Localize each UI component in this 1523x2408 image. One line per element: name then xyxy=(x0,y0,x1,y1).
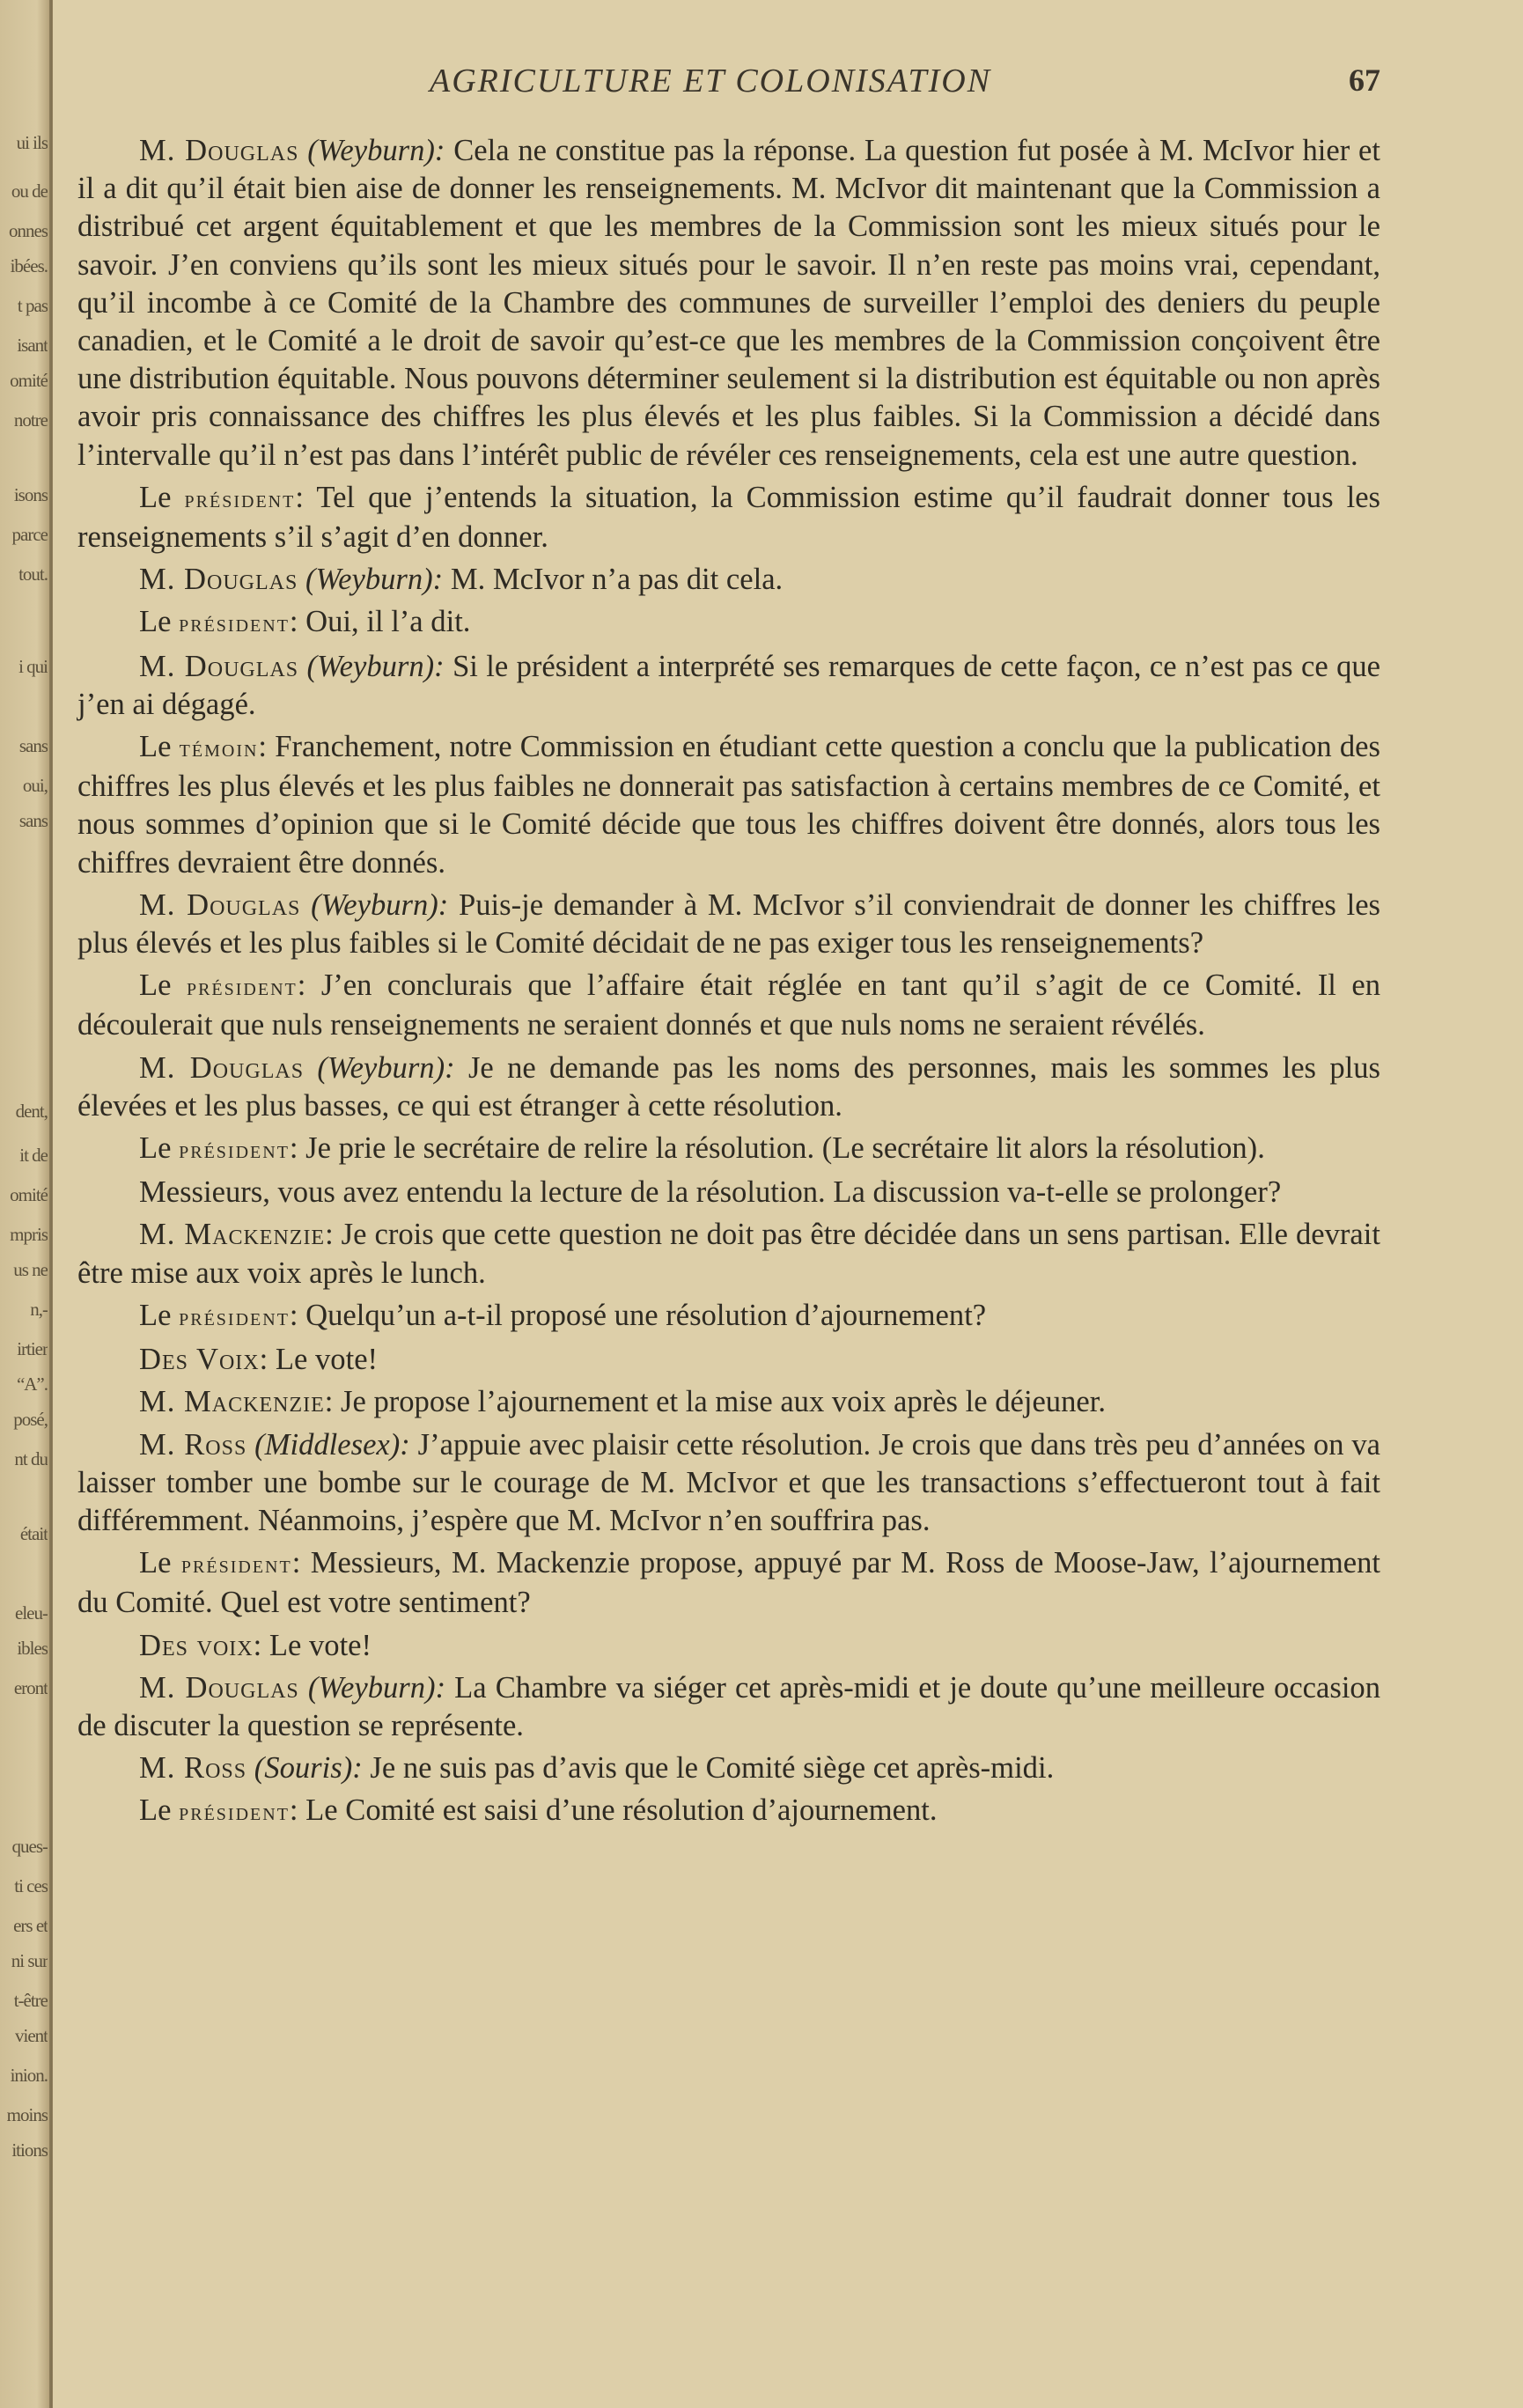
speech-text: Le vote! xyxy=(261,1628,372,1662)
speaker-colon: : xyxy=(289,1131,298,1166)
speaker-riding: (Souris): xyxy=(254,1751,363,1786)
space xyxy=(298,134,307,167)
speaker-name: M. Ross xyxy=(139,1751,247,1786)
gutter-fragment: it de xyxy=(19,1145,48,1166)
paragraph xyxy=(77,648,1380,724)
speaker-name: M. Douglas xyxy=(139,134,299,167)
speaker-name: président xyxy=(179,1137,290,1165)
paragraph xyxy=(77,1341,1380,1379)
adjacent-page-margin xyxy=(0,0,53,2408)
paragraph xyxy=(77,1174,1380,1211)
paragraph xyxy=(77,479,1380,556)
page xyxy=(77,62,1380,1837)
space xyxy=(299,1671,308,1705)
gutter-fragment: isons xyxy=(13,484,48,505)
speech-text: Quelqu’un a-t-il proposé une résolution d’ajournement? xyxy=(298,1298,987,1332)
speaker-colon: : xyxy=(289,605,298,639)
speaker-colon: : xyxy=(289,1298,298,1332)
gutter-fragment: mpris xyxy=(10,1224,48,1245)
speech-text: Puis-je demander à M. McIvor s’il conviendrait de donner les chiffres les plus élevés et les plus faibles si le Comité décidait de ne pas exiger tous les renseignements? xyxy=(77,887,1380,961)
speech-text: J’en conclurais que l’affaire était réglée en tant qu’il s’agit de ce Comité. Il en découlerait que nuls renseignements ne seraient donnés et que nuls noms ne seraient révélés. xyxy=(77,968,1380,1042)
speech-text: Cela ne constitue pas la réponse. La question fut posée à M. McIvor hier et il a dit qu’il était bien aise de donner les renseignements. M. McIvor dit maintenant que la Commission a distribué cet argent équitablement et que les membres de la Commission sont les mieux situés pour le savoir. J’en conviens qu’ils sont les mieux situés pour le savoir. Il n’en reste pas moins vrai, cependant, qu’il incombe à ce Comité de la Chambre des communes de surveiller l’emploi des deniers du peuple canadien, et le Comité a le droit de savoir qu’est-ce que les membres de la Commission conçoivent être une distribution équitable. Nous pouvons déterminer seulement si la distribution est équitable ou non après avoir pris connaissance des chiffres les plus élevés et les plus faibles. Si la Commission a décidé dans l’intervalle qu’il n’est pas dans l’intérêt public de révéler ces renseignements, cela est une autre question. xyxy=(77,134,1380,472)
speech-text: Je propose l’ajournement et la mise aux voix après le déjeuner. xyxy=(333,1385,1106,1419)
speaker-name: témoin xyxy=(179,735,259,763)
speaker-colon: : xyxy=(291,1546,301,1580)
speaker-colon: : xyxy=(289,1793,298,1828)
gutter-fragment: t-être xyxy=(13,1990,48,2011)
speaker-name: M. Douglas xyxy=(139,649,299,683)
gutter-fragment: tout. xyxy=(18,563,48,585)
gutter-fragment: parce xyxy=(11,524,48,545)
speech-text: Je ne demande pas les noms des personnes, mais les sommes les plus élevées et les plus basses, ce qui est étranger à cette résolution. xyxy=(77,1050,1381,1123)
speaker-colon: : xyxy=(324,1385,334,1419)
running-head: AGRICULTURE ET COLONISATION xyxy=(430,63,992,99)
speaker-riding: (Weyburn): xyxy=(305,563,444,597)
speaker-name: M. Ross xyxy=(139,1427,247,1462)
speaker-name: président xyxy=(179,1303,290,1331)
speaker-name: président xyxy=(179,610,290,638)
gutter-fragment: us ne xyxy=(13,1259,48,1280)
gutter-fragment: onnes xyxy=(9,220,48,241)
speaker-riding: (Middlesex): xyxy=(254,1427,410,1462)
speaker-riding: (Weyburn): xyxy=(317,1050,455,1085)
speech-text: Franchement, notre Commission en étudiant cette question a conclu que la publication des chiffres les plus élevés et les plus faibles ne donnerait pas satisfaction à certains membres de ce Comité, et nous sommes d’opinion que si le Comité décide que tous les chiffres doivent être donnés, alors tous les chiffres devraient être donnés. xyxy=(77,730,1380,880)
gutter-fragment: omité xyxy=(10,370,48,391)
paragraph xyxy=(77,1049,1380,1125)
gutter-fragment: n,- xyxy=(30,1299,48,1320)
speaker-name: M. Douglas xyxy=(139,887,301,922)
space xyxy=(246,1428,254,1462)
speaker-colon: : xyxy=(259,1343,269,1377)
speech-text: Le Comité est saisi d’une résolution d’ajournement. xyxy=(298,1793,938,1828)
speaker-colon: : xyxy=(325,1218,334,1252)
speaker-name: président xyxy=(180,1551,292,1580)
gutter-fragment: dent, xyxy=(15,1101,48,1122)
speaker-prefix: Le xyxy=(139,968,187,1003)
speaker-prefix: Le xyxy=(139,1546,181,1580)
gutter-fragment: ou de xyxy=(11,180,48,202)
speaker-prefix: Le xyxy=(139,730,180,764)
speaker-prefix: Le xyxy=(139,1793,180,1828)
speaker-name: M. Douglas xyxy=(139,1670,299,1705)
gutter-fragment: i qui xyxy=(18,656,48,677)
speech-text: J’appuie avec plaisir cette résolution. Je crois que dans très peu d’années on va laisser tomber une bombe sur le courage de M. McIvor et que les transactions s’effectueront tout à fait différemment. Néanmoins, j’espère que M. McIvor n’en souffrira pas. xyxy=(77,1427,1380,1537)
gutter-fragment: inion. xyxy=(10,2065,48,2086)
space xyxy=(246,1751,254,1785)
speaker-colon: : xyxy=(258,730,268,764)
speaker-colon: : xyxy=(253,1628,262,1662)
gutter-fragment: sans xyxy=(18,810,48,831)
speech-text: Messieurs, M. Mackenzie propose, appuyé par M. Ross de Moose-Jaw, l’ajournement du Comité. Quel est votre sentiment? xyxy=(77,1546,1380,1620)
speaker-name: M. Douglas xyxy=(139,563,298,597)
gutter-fragment: ers et xyxy=(13,1915,48,1936)
paragraph xyxy=(77,1544,1380,1622)
paragraph xyxy=(77,967,1380,1044)
speech-text: Tel que j’entends la situation, la Commission estime qu’il faudrait donner tous les renseignements s’il s’agit d’en donner. xyxy=(77,480,1380,555)
paragraph-text: Messieurs, vous avez entendu la lecture de la résolution. La discussion va-t-elle se prolonger? xyxy=(139,1175,1282,1210)
speaker-prefix: Le xyxy=(139,480,185,514)
speaker-riding: (Weyburn): xyxy=(306,649,445,683)
speech-text: Le vote! xyxy=(268,1343,379,1377)
speech-text: Je prie le secrétaire de relire la résolution. (Le secrétaire lit alors la résolution). xyxy=(298,1131,1265,1166)
speaker-prefix: Le xyxy=(139,605,180,639)
gutter-fragment: ti ces xyxy=(14,1875,48,1896)
gutter-fragment: eleu- xyxy=(15,1602,48,1624)
gutter-fragment: était xyxy=(19,1523,48,1544)
speaker-name: M. Mackenzie xyxy=(139,1385,325,1419)
body-text xyxy=(77,132,1380,1832)
gutter-fragment: ui ils xyxy=(16,132,48,153)
paragraph xyxy=(77,1130,1380,1169)
gutter-fragment: ibées. xyxy=(10,255,48,276)
space xyxy=(298,563,305,596)
paragraph xyxy=(77,603,1380,643)
speech-text: Je ne suis pas d’avis que le Comité siège cet après-midi. xyxy=(362,1751,1055,1786)
speaker-name: M. Douglas xyxy=(139,1050,305,1085)
speaker-colon: : xyxy=(297,968,306,1003)
paragraph xyxy=(77,1216,1380,1292)
paragraph xyxy=(77,728,1380,882)
paragraph xyxy=(77,132,1380,475)
gutter-fragment: eront xyxy=(13,1677,48,1698)
gutter-fragment: ques- xyxy=(11,1836,48,1857)
speaker-colon: : xyxy=(295,480,304,514)
paragraph xyxy=(77,1383,1380,1421)
book-spine-edge xyxy=(49,0,52,2408)
speaker-name: président xyxy=(186,974,298,1002)
gutter-fragment: sans xyxy=(18,735,48,756)
speaker-prefix: Le xyxy=(139,1298,180,1332)
speech-text: Si le président a interprété ses remarques de cette façon, ce n’est pas ce que j’en ai dégagé. xyxy=(77,649,1380,721)
speech-text: La Chambre va siéger cet après-midi et je doute qu’une meilleure occasion de discuter la question se représente. xyxy=(77,1670,1381,1742)
gutter-fragment: oui, xyxy=(22,775,48,796)
gutter-fragment: moins xyxy=(6,2104,48,2125)
speaker-name: Des Voix xyxy=(139,1343,260,1377)
gutter-fragment: vient xyxy=(15,2025,48,2046)
page-number: 67 xyxy=(1349,63,1380,98)
paragraph xyxy=(77,1669,1380,1745)
paragraph xyxy=(77,1792,1380,1831)
speaker-riding: (Weyburn): xyxy=(307,1670,446,1705)
space xyxy=(304,1051,317,1085)
speaker-prefix: Le xyxy=(139,1131,180,1166)
gutter-fragment: omité xyxy=(10,1184,48,1205)
speech-text: Oui, il l’a dit. xyxy=(298,605,471,639)
gutter-fragment: t pas xyxy=(17,295,48,316)
speech-text: Je crois que cette question ne doit pas être décidée dans un sens partisan. Elle devrait être mise aux voix après le lunch. xyxy=(77,1218,1380,1290)
page-header xyxy=(77,62,1380,132)
speaker-riding: (Weyburn): xyxy=(311,887,449,922)
paragraph xyxy=(77,1749,1380,1787)
gutter-fragment: isant xyxy=(17,335,48,356)
gutter-fragment: ni sur xyxy=(11,1950,48,1971)
paragraph xyxy=(77,1297,1380,1337)
gutter-fragment: nt du xyxy=(14,1448,48,1469)
gutter-fragment: posé, xyxy=(13,1409,48,1430)
paragraph xyxy=(77,1426,1380,1541)
speaker-name: président xyxy=(184,485,296,513)
gutter-fragment: ibles xyxy=(17,1638,48,1659)
space xyxy=(300,888,311,922)
gutter-fragment: itions xyxy=(11,2139,48,2161)
paragraph xyxy=(77,1627,1380,1665)
speech-text: M. McIvor n’a pas dit cela. xyxy=(443,563,784,597)
speaker-name: président xyxy=(179,1799,290,1827)
gutter-fragment: notre xyxy=(13,409,48,431)
paragraph xyxy=(77,887,1380,962)
gutter-fragment: irtier xyxy=(17,1338,48,1359)
paragraph xyxy=(77,561,1380,599)
speaker-riding: (Weyburn): xyxy=(307,134,445,167)
speaker-name: Des voix xyxy=(139,1628,254,1662)
speaker-name: M. Mackenzie xyxy=(139,1218,326,1252)
gutter-fragment: “A”. xyxy=(16,1373,48,1395)
